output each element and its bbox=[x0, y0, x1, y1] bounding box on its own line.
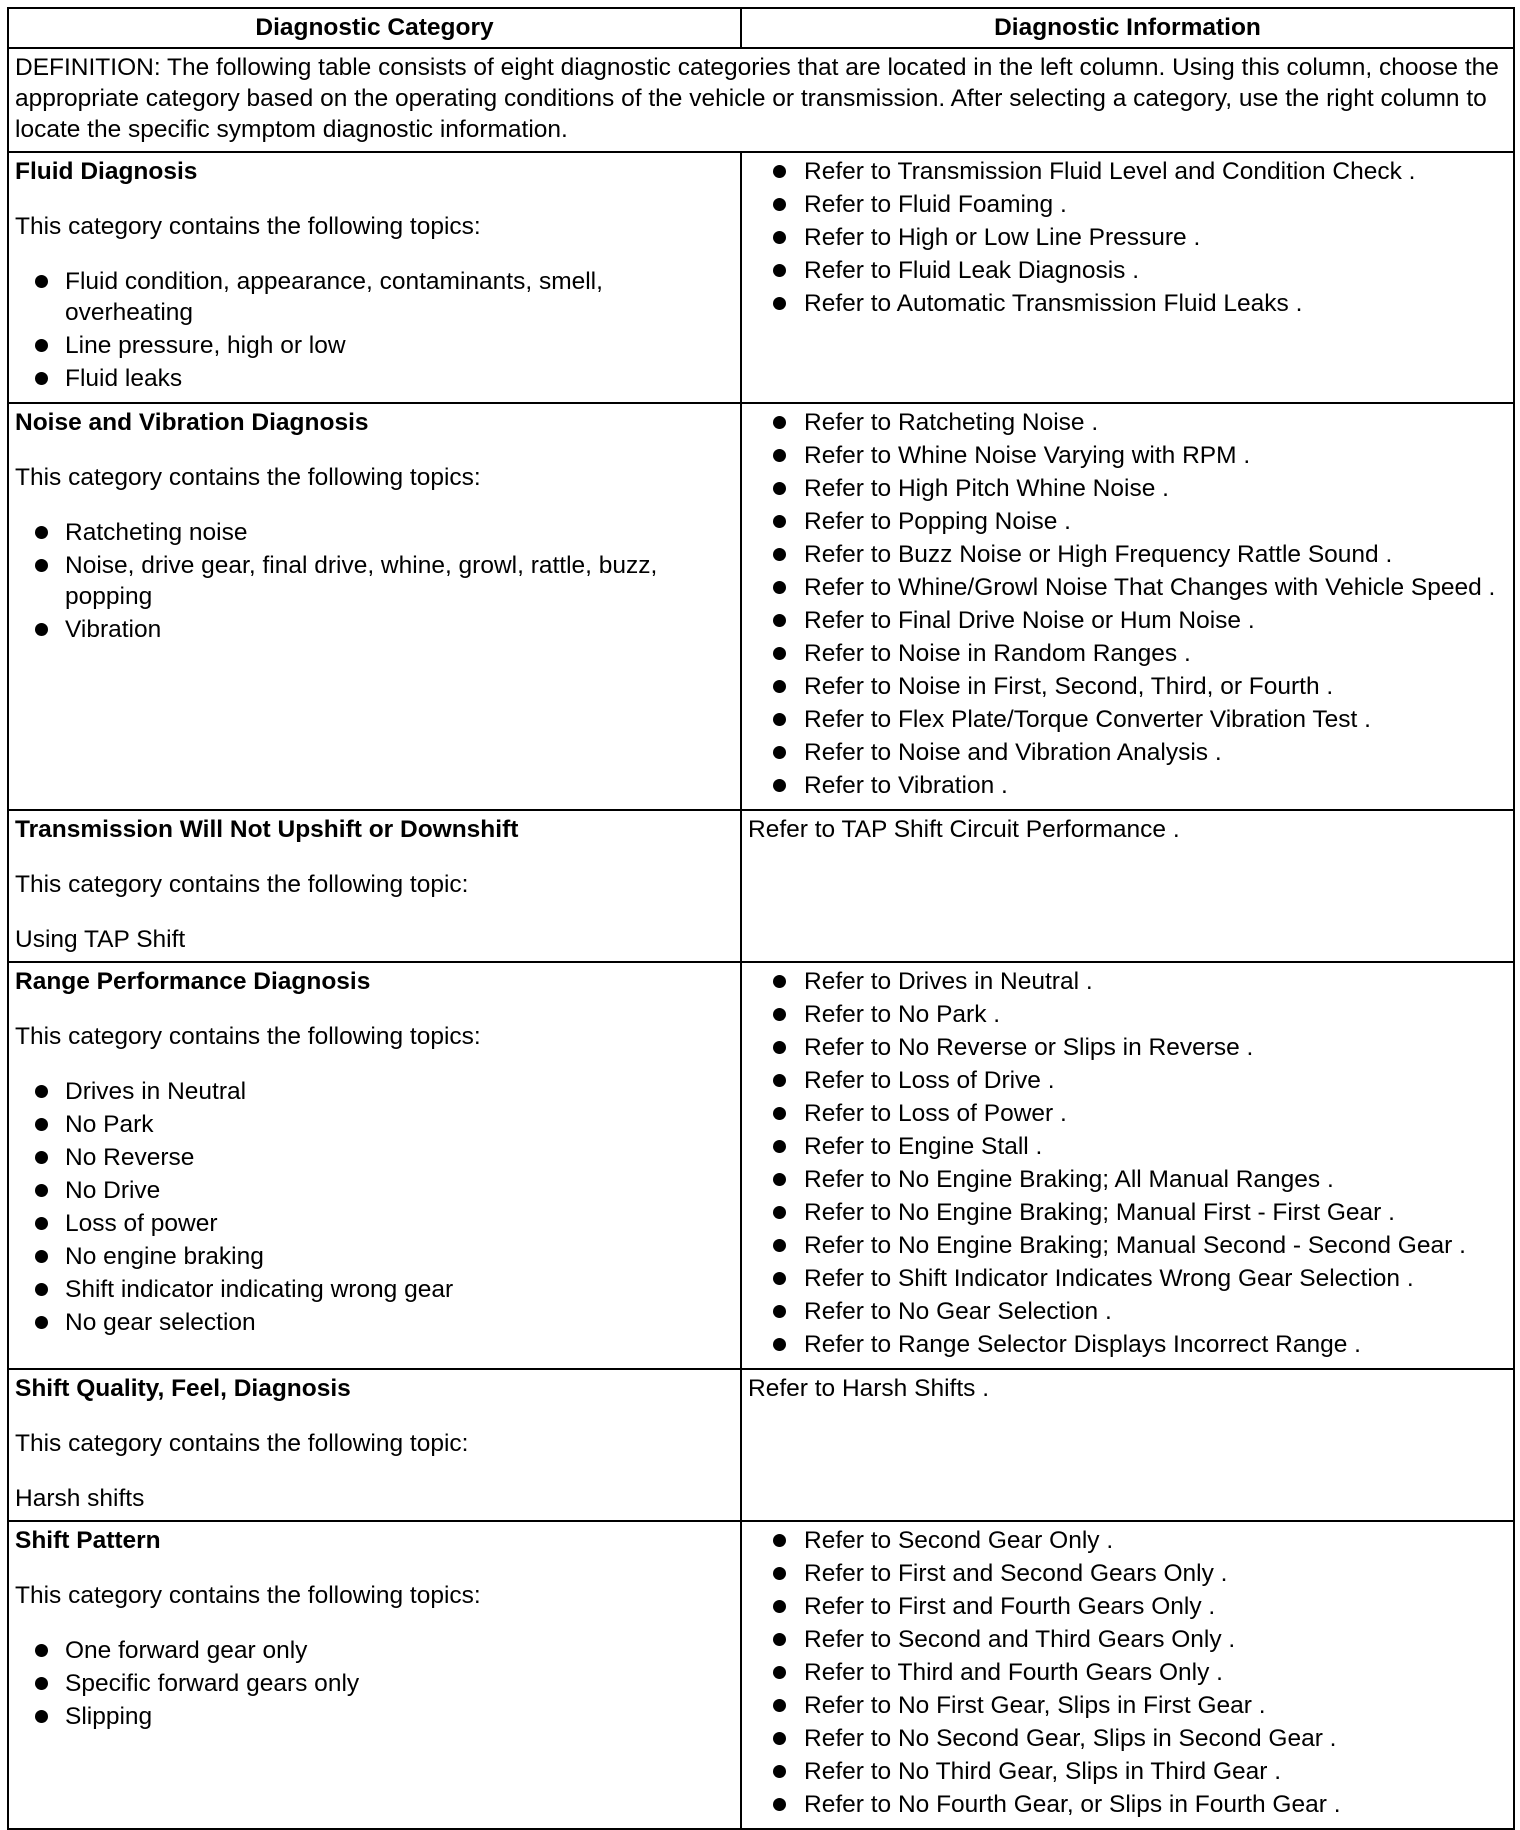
bullet-icon bbox=[773, 680, 786, 693]
topic-text: Using TAP Shift bbox=[15, 926, 186, 953]
category-row bbox=[8, 403, 1514, 810]
bullet-icon bbox=[773, 975, 786, 988]
topic-text: No gear selection bbox=[65, 1309, 256, 1336]
bullet-icon bbox=[773, 647, 786, 660]
bullet-icon bbox=[773, 416, 786, 429]
bullet-icon bbox=[773, 1008, 786, 1021]
information-item bbox=[748, 1789, 1507, 1820]
reference-link[interactable]: Refer to Drives in Neutral . bbox=[804, 968, 1093, 995]
information-item bbox=[748, 999, 1507, 1030]
topic-text: One forward gear only bbox=[65, 1637, 308, 1664]
reference-link[interactable]: Refer to No Second Gear, Slips in Second Gear . bbox=[804, 1725, 1337, 1752]
bullet-icon bbox=[773, 198, 786, 211]
topic-text: Vibration bbox=[65, 616, 162, 643]
bullet-icon bbox=[773, 1765, 786, 1778]
information-item bbox=[748, 288, 1507, 319]
bullet-icon bbox=[773, 1732, 786, 1745]
topic-item bbox=[15, 1274, 734, 1305]
bullet-icon bbox=[35, 623, 48, 636]
information-item bbox=[748, 1032, 1507, 1063]
reference-link[interactable]: Refer to No Engine Braking; Manual First - First Gear . bbox=[804, 1199, 1395, 1226]
topic-item bbox=[15, 1076, 734, 1107]
information-item bbox=[748, 156, 1507, 187]
reference-link[interactable]: Refer to Harsh Shifts . bbox=[748, 1375, 990, 1402]
information-cell bbox=[741, 810, 1514, 962]
information-cell bbox=[741, 1521, 1514, 1829]
bullet-icon bbox=[773, 1534, 786, 1547]
header-diagnostic-category: Diagnostic Category bbox=[8, 8, 741, 48]
bullet-icon bbox=[35, 559, 48, 572]
reference-link[interactable]: Refer to No Park . bbox=[804, 1001, 1001, 1028]
bullet-icon bbox=[35, 1151, 48, 1164]
topic-item bbox=[15, 266, 734, 328]
topic-text: Fluid condition, appearance, contaminants, smell, overheating bbox=[65, 268, 603, 326]
topic-list bbox=[15, 1635, 734, 1732]
topic-text: No Park bbox=[65, 1111, 154, 1138]
information-list bbox=[748, 966, 1507, 1360]
topic-item bbox=[15, 1109, 734, 1140]
reference-link[interactable]: Refer to Fluid Leak Diagnosis . bbox=[804, 257, 1139, 284]
information-item bbox=[748, 1164, 1507, 1195]
definition-row bbox=[8, 48, 1514, 152]
bullet-icon bbox=[773, 1600, 786, 1613]
topic-item bbox=[15, 1208, 734, 1239]
topic-text: Drives in Neutral bbox=[65, 1078, 247, 1105]
category-intro: This category contains the following topics: bbox=[15, 213, 481, 240]
bullet-icon bbox=[35, 1118, 48, 1131]
bullet-icon bbox=[773, 1239, 786, 1252]
topic-item bbox=[15, 363, 734, 394]
reference-link[interactable]: Refer to Final Drive Noise or Hum Noise . bbox=[804, 607, 1255, 634]
information-item bbox=[748, 1591, 1507, 1622]
information-cell bbox=[741, 962, 1514, 1369]
information-item bbox=[748, 506, 1507, 537]
topic-item bbox=[15, 1307, 734, 1338]
information-item bbox=[748, 440, 1507, 471]
reference-link[interactable]: Refer to High Pitch Whine Noise . bbox=[804, 475, 1169, 502]
category-title: Range Performance Diagnosis bbox=[15, 968, 371, 995]
topic-text: Specific forward gears only bbox=[65, 1670, 360, 1697]
bullet-icon bbox=[773, 1206, 786, 1219]
information-cell bbox=[741, 152, 1514, 403]
bullet-icon bbox=[773, 614, 786, 627]
bullet-icon bbox=[35, 1710, 48, 1723]
reference-link[interactable]: Refer to No Reverse or Slips in Reverse . bbox=[804, 1034, 1254, 1061]
bullet-icon bbox=[35, 372, 48, 385]
reference-link[interactable]: Refer to Engine Stall . bbox=[804, 1133, 1043, 1160]
bullet-icon bbox=[773, 548, 786, 561]
information-list bbox=[748, 156, 1507, 319]
bullet-icon bbox=[35, 339, 48, 352]
reference-link[interactable]: Refer to Buzz Noise or High Frequency Rattle Sound . bbox=[804, 541, 1393, 568]
reference-link[interactable]: Refer to Third and Fourth Gears Only . bbox=[804, 1659, 1223, 1686]
reference-link[interactable]: Refer to Noise and Vibration Analysis . bbox=[804, 739, 1222, 766]
information-item bbox=[748, 1197, 1507, 1228]
information-item bbox=[748, 539, 1507, 570]
bullet-icon bbox=[773, 165, 786, 178]
reference-link[interactable]: Refer to No Gear Selection . bbox=[804, 1298, 1112, 1325]
category-intro: This category contains the following topics: bbox=[15, 1582, 481, 1609]
topic-list bbox=[15, 1076, 734, 1338]
reference-link[interactable]: Refer to Shift Indicator Indicates Wrong Gear Selection . bbox=[804, 1265, 1414, 1292]
category-title: Transmission Will Not Upshift or Downshift bbox=[15, 816, 519, 843]
topic-list bbox=[15, 517, 734, 645]
category-intro: This category contains the following topics: bbox=[15, 1023, 481, 1050]
category-row bbox=[8, 1369, 1514, 1521]
information-cell bbox=[741, 1369, 1514, 1521]
information-item bbox=[748, 1329, 1507, 1360]
bullet-icon bbox=[773, 1272, 786, 1285]
information-item bbox=[748, 189, 1507, 220]
reference-link[interactable]: Refer to TAP Shift Circuit Performance . bbox=[748, 816, 1180, 843]
bullet-icon bbox=[773, 746, 786, 759]
topic-text: Loss of power bbox=[65, 1210, 218, 1237]
bullet-icon bbox=[773, 264, 786, 277]
category-cell bbox=[8, 152, 741, 403]
category-cell bbox=[8, 1369, 741, 1521]
reference-link[interactable]: Refer to Whine Noise Varying with RPM . bbox=[804, 442, 1251, 469]
reference-link[interactable]: Refer to Loss of Power . bbox=[804, 1100, 1067, 1127]
topic-text: Shift indicator indicating wrong gear bbox=[65, 1276, 454, 1303]
category-title: Fluid Diagnosis bbox=[15, 158, 198, 185]
bullet-icon bbox=[773, 1699, 786, 1712]
category-cell bbox=[8, 403, 741, 810]
category-title: Shift Pattern bbox=[15, 1527, 161, 1554]
bullet-icon bbox=[773, 1140, 786, 1153]
topic-item bbox=[15, 517, 734, 548]
information-item bbox=[748, 1131, 1507, 1162]
bullet-icon bbox=[773, 1633, 786, 1646]
bullet-icon bbox=[35, 1217, 48, 1230]
category-cell bbox=[8, 810, 741, 962]
topic-text: No Reverse bbox=[65, 1144, 195, 1171]
bullet-icon bbox=[773, 1041, 786, 1054]
information-item bbox=[748, 1657, 1507, 1688]
topic-text: Ratcheting noise bbox=[65, 519, 248, 546]
reference-link[interactable]: Refer to Second and Third Gears Only . bbox=[804, 1626, 1236, 1653]
category-title: Shift Quality, Feel, Diagnosis bbox=[15, 1375, 351, 1402]
topic-text: Harsh shifts bbox=[15, 1485, 145, 1512]
category-row bbox=[8, 152, 1514, 403]
bullet-icon bbox=[773, 1305, 786, 1318]
topic-text: Slipping bbox=[65, 1703, 153, 1730]
reference-link[interactable]: Refer to Noise in Random Ranges . bbox=[804, 640, 1191, 667]
category-cell bbox=[8, 962, 741, 1369]
category-intro: This category contains the following topic: bbox=[15, 871, 469, 898]
bullet-icon bbox=[773, 581, 786, 594]
reference-link[interactable]: Refer to Vibration . bbox=[804, 772, 1008, 799]
reference-link[interactable]: Refer to Whine/Growl Noise That Changes with Vehicle Speed . bbox=[804, 574, 1496, 601]
reference-link[interactable]: Refer to Loss of Drive . bbox=[804, 1067, 1055, 1094]
category-row bbox=[8, 810, 1514, 962]
information-item bbox=[748, 572, 1507, 603]
reference-link[interactable]: Refer to Ratcheting Noise . bbox=[804, 409, 1099, 436]
category-intro: This category contains the following topic: bbox=[15, 1430, 469, 1457]
information-item bbox=[748, 966, 1507, 997]
reference-link[interactable]: Refer to Popping Noise . bbox=[804, 508, 1071, 535]
category-cell bbox=[8, 1521, 741, 1829]
reference-link[interactable]: Refer to Transmission Fluid Level and Condition Check . bbox=[804, 158, 1416, 185]
bullet-icon bbox=[773, 231, 786, 244]
topic-item bbox=[15, 550, 734, 612]
bullet-icon bbox=[773, 1074, 786, 1087]
information-item bbox=[748, 704, 1507, 735]
reference-link[interactable]: Refer to No Engine Braking; Manual Second - Second Gear . bbox=[804, 1232, 1466, 1259]
topic-item bbox=[15, 1241, 734, 1272]
topic-list bbox=[15, 266, 734, 394]
topic-text: No engine braking bbox=[65, 1243, 264, 1270]
bullet-icon bbox=[773, 1338, 786, 1351]
reference-link[interactable]: Refer to High or Low Line Pressure . bbox=[804, 224, 1201, 251]
information-item bbox=[748, 1230, 1507, 1261]
information-item bbox=[748, 407, 1507, 438]
reference-link[interactable]: Refer to Automatic Transmission Fluid Leaks . bbox=[804, 290, 1303, 317]
information-item bbox=[748, 770, 1507, 801]
reference-link[interactable]: Refer to Noise in First, Second, Third, or Fourth . bbox=[804, 673, 1334, 700]
reference-link[interactable]: Refer to No Engine Braking; All Manual Ranges . bbox=[804, 1166, 1334, 1193]
bullet-icon bbox=[773, 1666, 786, 1679]
category-intro: This category contains the following topics: bbox=[15, 464, 481, 491]
header-diagnostic-information: Diagnostic Information bbox=[741, 8, 1514, 48]
bullet-icon bbox=[773, 1173, 786, 1186]
information-item bbox=[748, 1065, 1507, 1096]
information-item bbox=[748, 1525, 1507, 1556]
information-item bbox=[748, 605, 1507, 636]
reference-link[interactable]: Refer to Range Selector Displays Incorrect Range . bbox=[804, 1331, 1361, 1358]
bullet-icon bbox=[773, 449, 786, 462]
topic-item bbox=[15, 1142, 734, 1173]
bullet-icon bbox=[35, 275, 48, 288]
information-item bbox=[748, 1263, 1507, 1294]
bullet-icon bbox=[773, 1107, 786, 1120]
information-item bbox=[748, 1624, 1507, 1655]
bullet-icon bbox=[35, 1677, 48, 1690]
topic-text: Noise, drive gear, final drive, whine, growl, rattle, buzz, popping bbox=[65, 552, 658, 610]
information-item bbox=[748, 1296, 1507, 1327]
reference-link[interactable]: Refer to No Third Gear, Slips in Third Gear . bbox=[804, 1758, 1282, 1785]
diagnostic-document bbox=[7, 7, 1513, 1830]
bullet-icon bbox=[773, 1567, 786, 1580]
topic-item bbox=[15, 1701, 734, 1732]
information-item bbox=[748, 255, 1507, 286]
category-title: Noise and Vibration Diagnosis bbox=[15, 409, 369, 436]
reference-link[interactable]: Refer to First and Second Gears Only . bbox=[804, 1560, 1228, 1587]
topic-item bbox=[15, 614, 734, 645]
topic-text: No Drive bbox=[65, 1177, 161, 1204]
information-item bbox=[748, 222, 1507, 253]
topic-item bbox=[15, 1668, 734, 1699]
diagnostic-table bbox=[7, 7, 1515, 1830]
information-cell bbox=[741, 403, 1514, 810]
reference-link[interactable]: Refer to No First Gear, Slips in First Gear . bbox=[804, 1692, 1266, 1719]
information-item bbox=[748, 1098, 1507, 1129]
reference-link[interactable]: Refer to No Fourth Gear, or Slips in Fourth Gear . bbox=[804, 1791, 1341, 1818]
definition-text: DEFINITION: The following table consists of eight diagnostic categories that are located in the left column. Using this column, choose the appropriate category based on the operating conditions of the vehicle or transmission. After selecting a category, use the right column to locate the specific symptom diagnostic information. bbox=[15, 54, 1499, 143]
bullet-icon bbox=[35, 1283, 48, 1296]
information-list bbox=[748, 407, 1507, 801]
topic-text: Fluid leaks bbox=[65, 365, 183, 392]
information-item bbox=[748, 1723, 1507, 1754]
topic-item bbox=[15, 1635, 734, 1666]
topic-item bbox=[15, 330, 734, 361]
bullet-icon bbox=[35, 1644, 48, 1657]
topic-text: Line pressure, high or low bbox=[65, 332, 346, 359]
information-item bbox=[748, 737, 1507, 768]
bullet-icon bbox=[35, 1316, 48, 1329]
information-item bbox=[748, 1690, 1507, 1721]
bullet-icon bbox=[773, 297, 786, 310]
information-item bbox=[748, 638, 1507, 669]
reference-link[interactable]: Refer to Fluid Foaming . bbox=[804, 191, 1067, 218]
reference-link[interactable]: Refer to First and Fourth Gears Only . bbox=[804, 1593, 1216, 1620]
information-item bbox=[748, 1756, 1507, 1787]
information-list bbox=[748, 1525, 1507, 1820]
header-row bbox=[8, 8, 1514, 48]
information-item bbox=[748, 671, 1507, 702]
topic-item bbox=[15, 1175, 734, 1206]
bullet-icon bbox=[773, 482, 786, 495]
definition-cell bbox=[8, 48, 1514, 152]
bullet-icon bbox=[773, 779, 786, 792]
bullet-icon bbox=[35, 526, 48, 539]
bullet-icon bbox=[773, 515, 786, 528]
bullet-icon bbox=[773, 713, 786, 726]
bullet-icon bbox=[35, 1250, 48, 1263]
reference-link[interactable]: Refer to Second Gear Only . bbox=[804, 1527, 1114, 1554]
category-row bbox=[8, 1521, 1514, 1829]
reference-link[interactable]: Refer to Flex Plate/Torque Converter Vibration Test . bbox=[804, 706, 1371, 733]
bullet-icon bbox=[35, 1184, 48, 1197]
bullet-icon bbox=[35, 1085, 48, 1098]
information-item bbox=[748, 473, 1507, 504]
category-row bbox=[8, 962, 1514, 1369]
bullet-icon bbox=[773, 1798, 786, 1811]
information-item bbox=[748, 1558, 1507, 1589]
